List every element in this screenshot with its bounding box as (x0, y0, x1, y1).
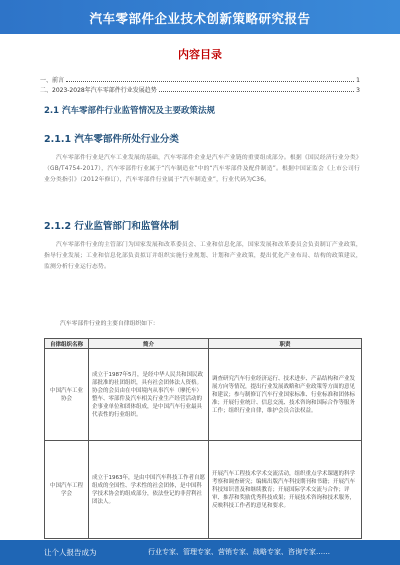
report-title: 汽车零部件企业技术创新策略研究报告 (89, 11, 311, 26)
org-name: 中国汽车工程学会 (45, 441, 89, 539)
paragraph-industry-classification: 汽车零部件行业是汽车工业发展的基础，汽车零部件企业是汽车产业链的重要组成部分。根据《国民经济行业分类》（GB/T4754-2017），汽车零部件行业属于“汽车制造业”中的“汽车零部件及配件制造”。根据中国证监会《上市公司行业分类指引》（2012年修订），汽车零部件行业属于“汽车制造业”，行业代码为C36。 (44, 155, 362, 183)
subsection-heading: 2.1.2 行业监管部门和监管体制 (44, 221, 179, 232)
org-duty: 开展汽车工程技术学术交流活动，组织重点学术课题的科学考察和调查研究；编辑出版汽车科技期刊和书籍；开展汽车科技知识普及和继续教育；开展国际学术交流与合作；评审、推荐和奖励优秀科技成果；开展技术咨询和技术服务，反映科技工作者的意见和要求。 (209, 441, 362, 539)
report-header (0, 0, 400, 34)
org-intro: 成立于1987年5月，是经中华人民共和国民政部批准的社团组织，具有社会团体法人资格。协会的会员由在中国境内从事汽车（摩托车）整车、零部件及汽车相关行业生产经营活动的企事业单位和团体组成，是中国汽车行业最具代表性的行业组织。 (89, 349, 209, 441)
org-intro: 成立于1963年，是由中国汽车科技工作者自愿组成的全国性、学术性的社会团体，是中国科学技术协会的组成部分，依法登记的非营利社团法人。 (89, 441, 209, 539)
section-heading: 2.1 汽车零部件行业监管情况及主要政策法规 (44, 106, 216, 116)
table-header-cell: 简介 (89, 339, 209, 349)
table-header-cell: 自律组织名称 (45, 339, 89, 349)
paragraph-regulatory-system: 汽车零部件行业的主管部门为国家发展和改革委员会、工业和信息化部，国家发展和改革委员会负责制订产业政策，指导行业发展；工业和信息化部负责拟订并组织实施行业规划、计划和产业政策，提出优化产业布局、结构的政策建议，监测分析行业运行态势。 (44, 242, 362, 270)
table-intro-note: 汽车零部件行业的主要自律组织如下： (60, 321, 159, 327)
toc-item-page: 1 (356, 77, 360, 84)
toc-item[interactable] (40, 84, 360, 94)
table-row (45, 349, 362, 441)
self-regulatory-organizations-table (44, 338, 362, 539)
report-footer (0, 540, 400, 565)
subsection-heading: 2.1.1 汽车零部件所处行业分类 (44, 134, 179, 145)
toc-item[interactable] (40, 74, 360, 84)
footer-slogan: 让个人报告成为 (44, 548, 97, 557)
toc-item-text: 二、2023-2028年汽车零部件行业发展趋势 (40, 87, 157, 94)
org-duty: 调查研究汽车行业经济运行、技术进步、产品结构和产业发展方向等情况，提出行业发展战略和产业政策等方面的意见和建议；参与制修订汽车行业国家标准、行业标准和团体标准；开展行业统计、信息交流、技术咨询和国际合作等服务工作；组织行业自律，维护会员合法权益。 (209, 349, 362, 441)
toc-item-page: 3 (356, 87, 360, 94)
toc-item-text: 一、前言 (40, 77, 65, 84)
org-name: 中国汽车工业协会 (45, 349, 89, 441)
toc-leader-dots (66, 81, 354, 82)
table-header-cell: 职责 (209, 339, 362, 349)
footer-expert-list: 行业专家、管理专家、营销专家、战略专家、咨询专家…… (148, 548, 330, 556)
table-header-row (45, 339, 362, 349)
toc-title: 内容目录 (178, 48, 222, 61)
table-row (45, 441, 362, 539)
toc-leader-dots (159, 91, 354, 92)
